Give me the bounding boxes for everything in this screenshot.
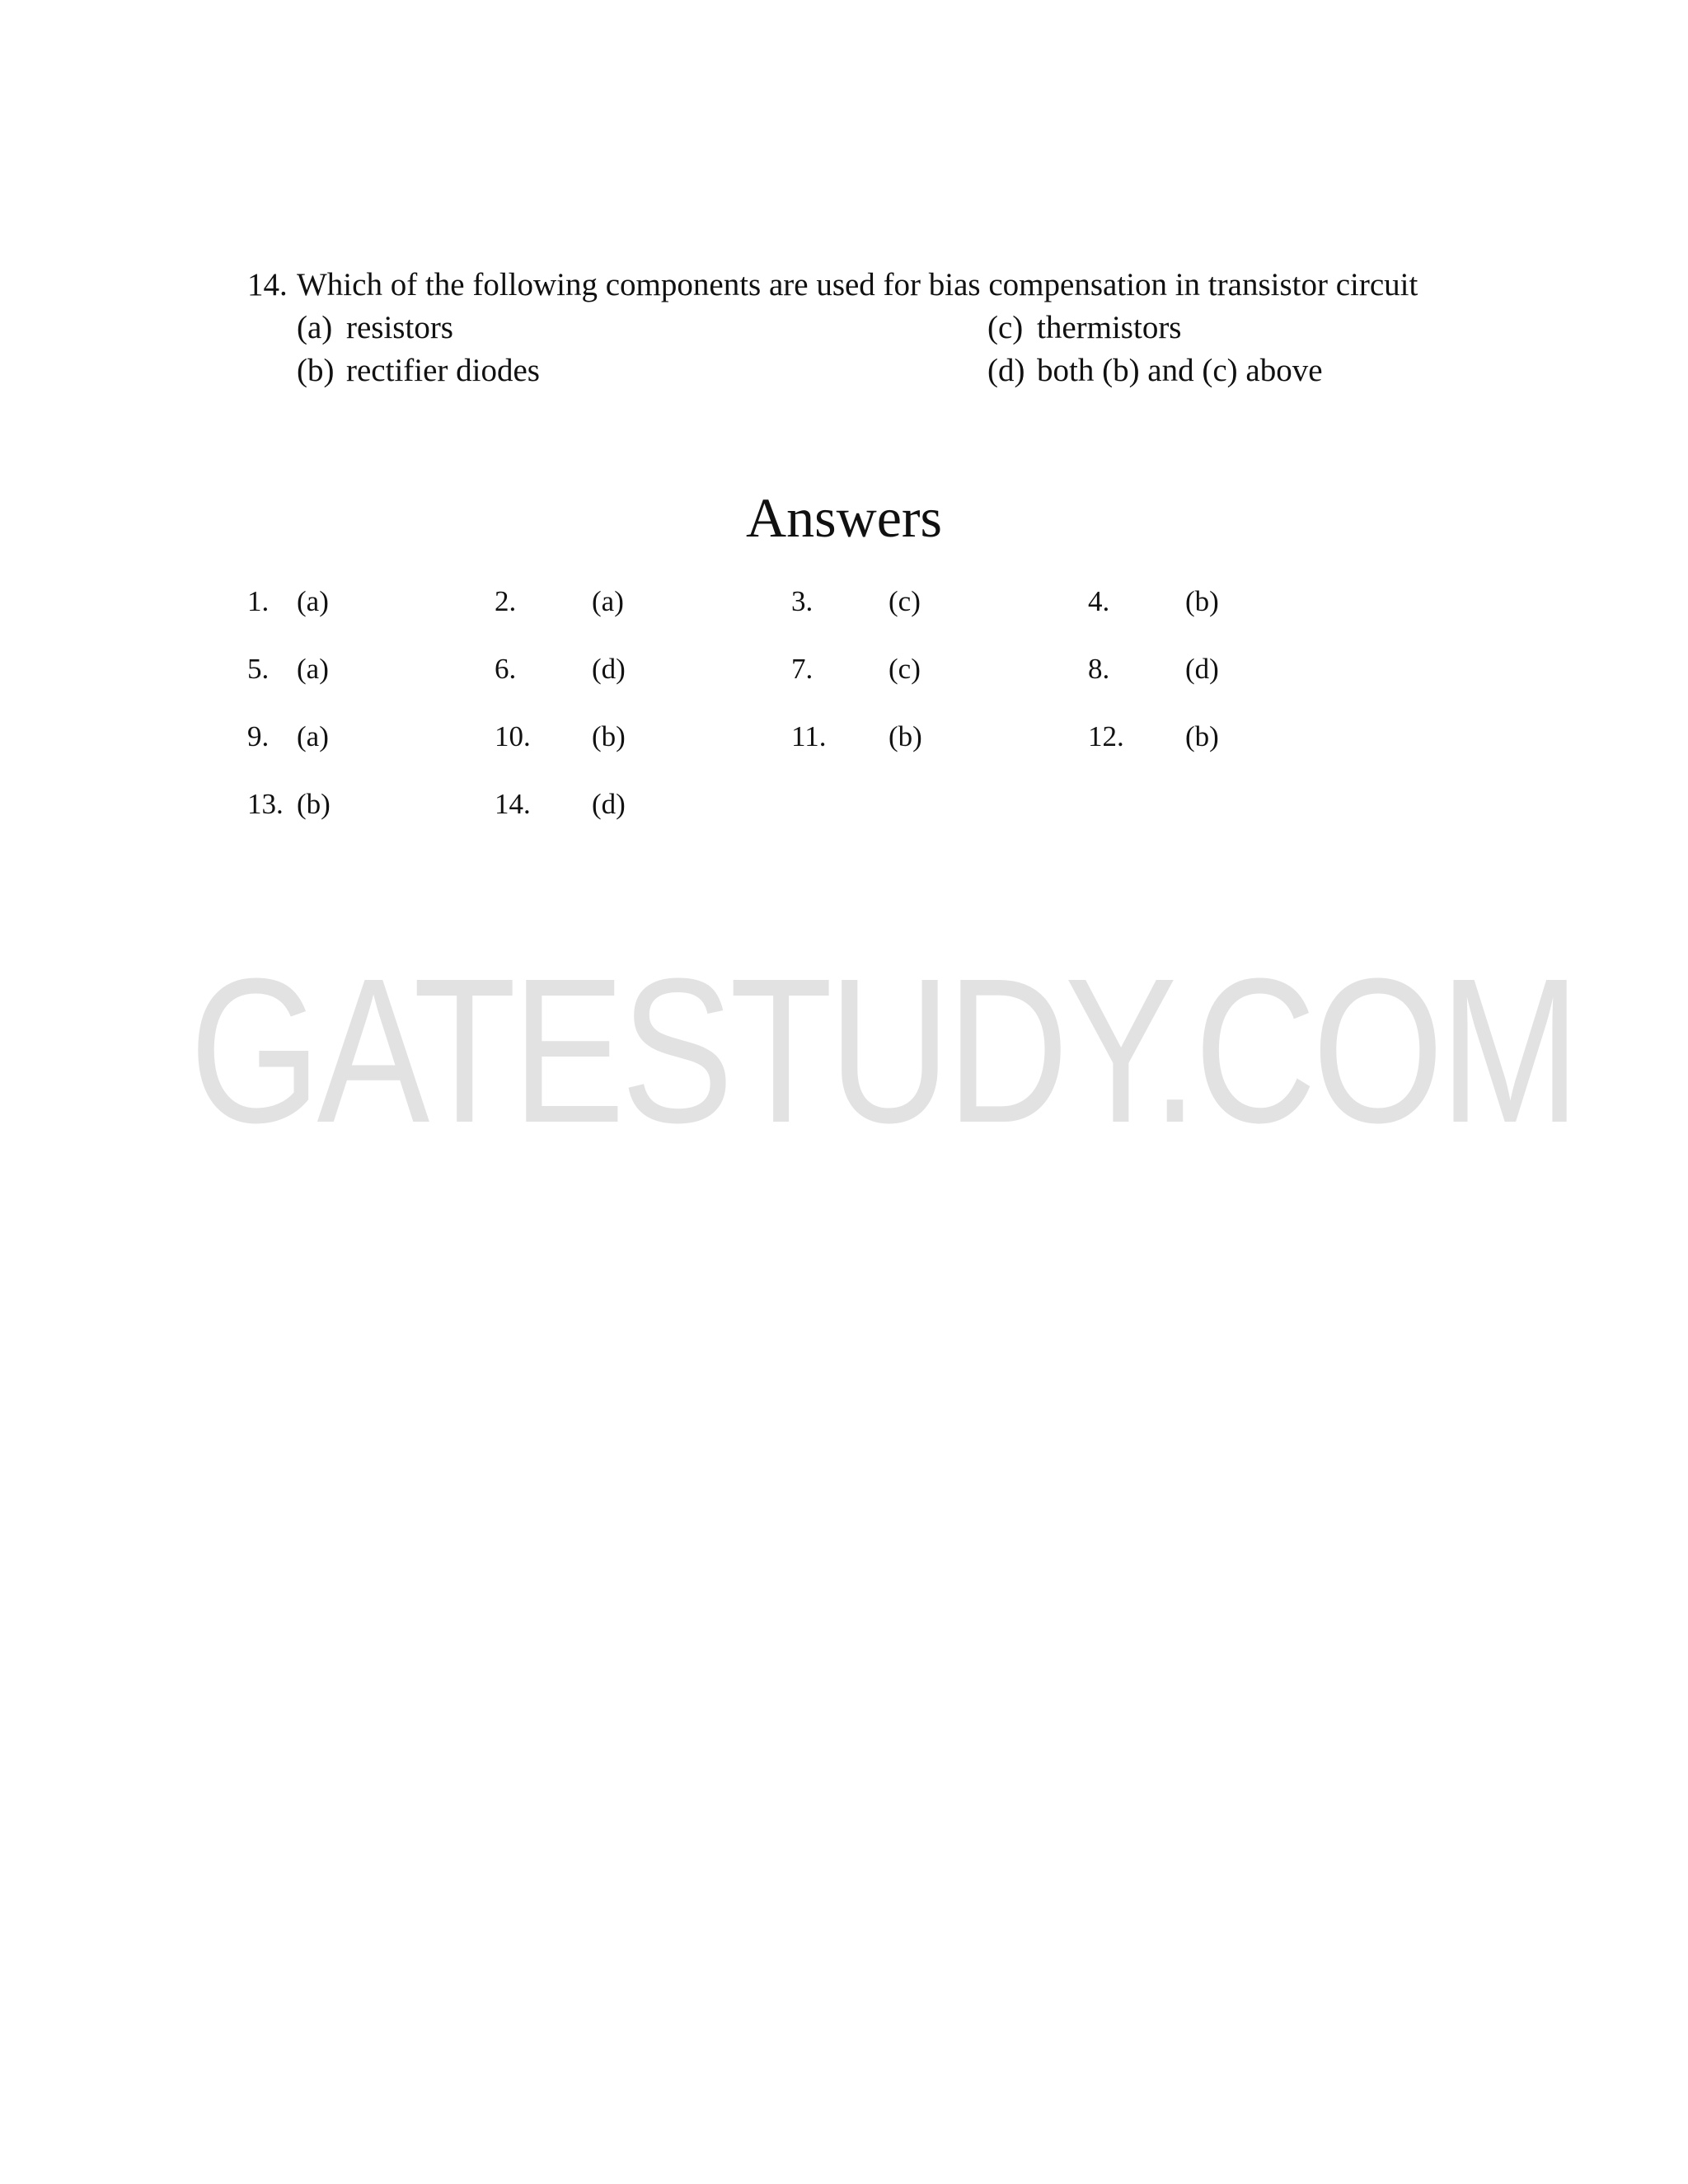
answer-value: (b): [592, 720, 626, 752]
option-d: [987, 349, 1323, 392]
option-label: (b): [297, 353, 335, 388]
option-text: thermistors: [1037, 310, 1182, 345]
answer-value: (b): [1185, 720, 1219, 752]
option-a: [297, 307, 453, 349]
answer-number: 8.: [1088, 653, 1110, 685]
answer-value: (c): [889, 653, 921, 685]
answer-number: 13.: [247, 788, 284, 820]
question-number: 14.: [247, 267, 288, 302]
answer-value: (b): [1185, 585, 1219, 617]
question-text: Which of the following components are used for bias compensation in transistor circuit: [297, 267, 1418, 302]
answer-value: (a): [297, 653, 329, 685]
answer-number: 14.: [495, 788, 531, 820]
answer-value: (c): [889, 585, 921, 617]
answer-number: 2.: [495, 585, 517, 617]
answer-number: 10.: [495, 720, 531, 752]
option-b: [297, 349, 540, 392]
answer-value: (d): [1185, 653, 1219, 685]
watermark: GATESTUDY.COM: [190, 935, 1577, 1165]
answer-value: (a): [297, 585, 329, 617]
option-text: rectifier diodes: [346, 353, 540, 388]
answer-number: 4.: [1088, 585, 1110, 617]
answer-value: (a): [592, 585, 624, 617]
answer-number: 3.: [791, 585, 814, 617]
question-options: [247, 307, 1484, 397]
answer-number: 11.: [791, 720, 827, 752]
answer-value: (d): [592, 788, 626, 820]
answer-value: (b): [889, 720, 922, 752]
answer-value: (b): [297, 788, 331, 820]
option-text: resistors: [346, 310, 453, 345]
answer-number: 6.: [495, 653, 517, 685]
answer-number: 9.: [247, 720, 270, 752]
question-stem: [247, 264, 1484, 307]
answer-number: 7.: [791, 653, 814, 685]
answer-number: 5.: [247, 653, 270, 685]
question-14: [247, 264, 1484, 397]
answer-value: (a): [297, 720, 329, 752]
answer-value: (d): [592, 653, 626, 685]
answer-number: 1.: [247, 585, 270, 617]
option-label: (c): [987, 310, 1024, 345]
option-label: (d): [987, 353, 1025, 388]
option-label: (a): [297, 310, 333, 345]
option-text: both (b) and (c) above: [1037, 353, 1323, 388]
answers-heading: Answers: [746, 486, 942, 549]
option-c: [987, 307, 1181, 349]
answer-number: 12.: [1088, 720, 1124, 752]
